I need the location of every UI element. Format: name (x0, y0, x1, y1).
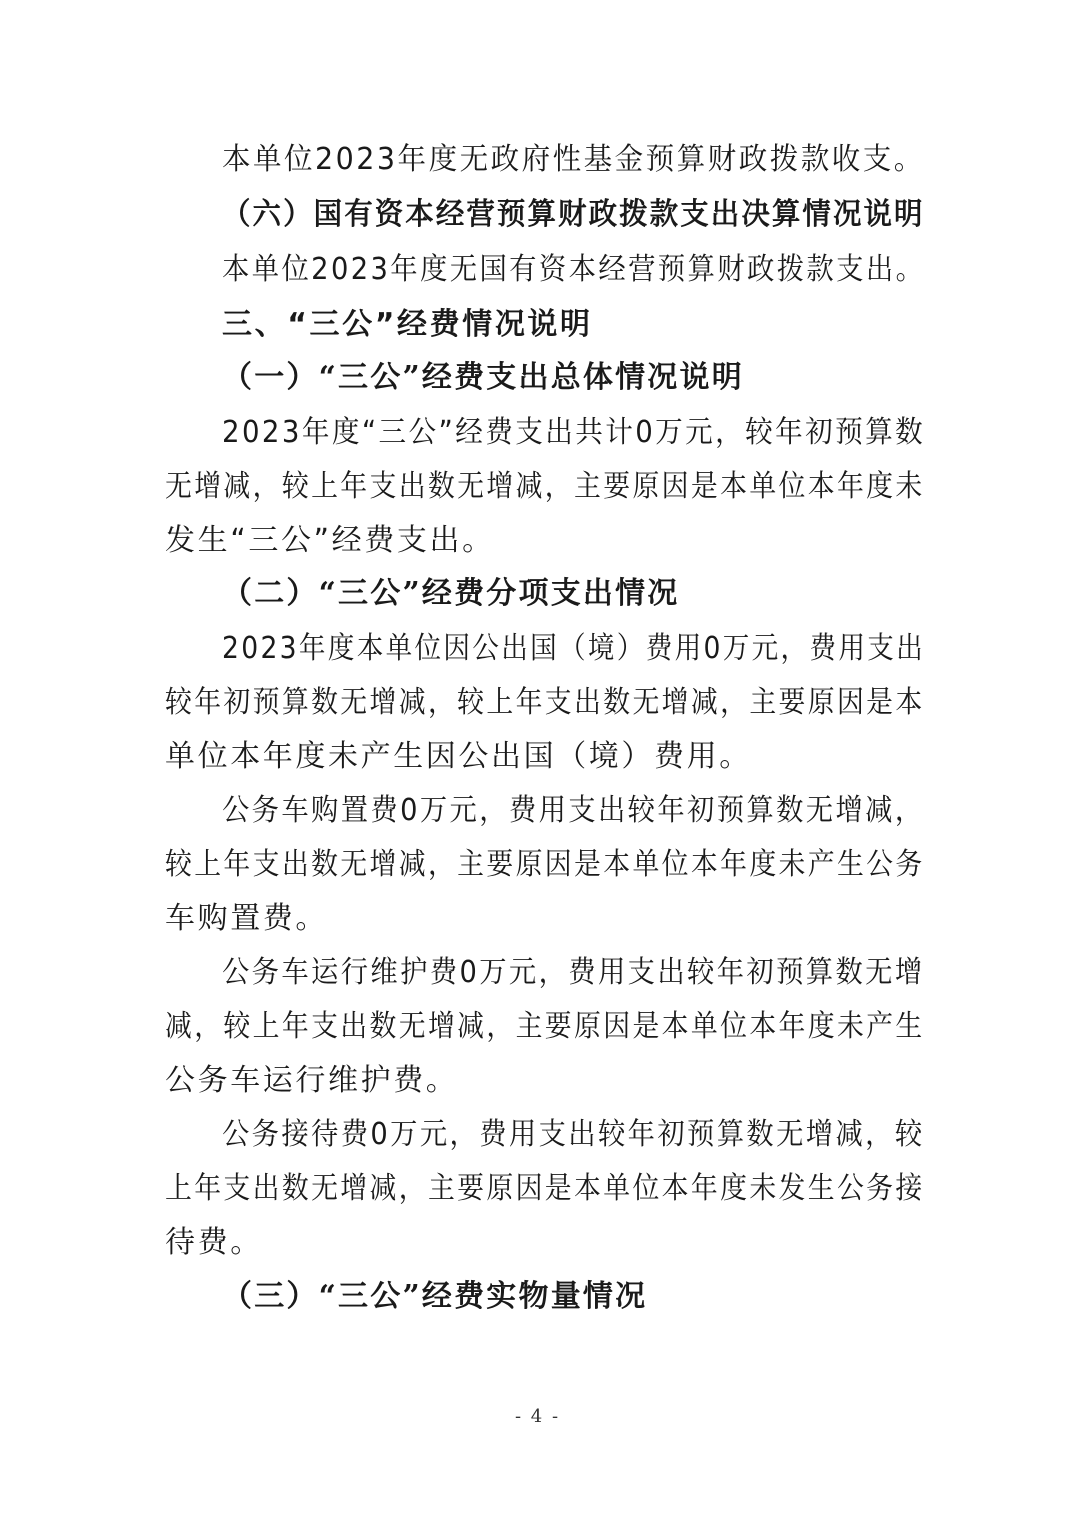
paragraph-line: 较上年支出数无增减，主要原因是本单位本年度未产生公务 (165, 847, 925, 882)
paragraph-line: 公务车购置费0万元，费用支出较年初预算数无增减， (222, 793, 925, 828)
paragraph-line: 2023年度本单位因公出国（境）费用0万元，费用支出 (222, 631, 926, 666)
paragraph-line: 2023年度“三公”经费支出共计0万元，较年初预算数 (222, 415, 926, 450)
subsection-heading: （一）“三公”经费支出总体情况说明 (222, 360, 744, 395)
paragraph-line: 公务接待费0万元，费用支出较年初预算数无增减，较 (222, 1117, 925, 1152)
subsection-heading: （二）“三公”经费分项支出情况 (222, 576, 680, 611)
paragraph-line: 上年支出数无增减，主要原因是本单位本年度未发生公务接 (165, 1171, 925, 1206)
subsection-heading: （三）“三公”经费实物量情况 (222, 1279, 648, 1314)
paragraph-line: 公务车运行维护费。 (165, 1063, 459, 1098)
paragraph-line: 本单位2023年度无国有资本经营预算财政拨款支出。 (222, 252, 926, 287)
subsection-heading: （六）国有资本经营预算财政拨款支出决算情况说明 (222, 197, 925, 232)
paragraph-line: 公务车运行维护费0万元，费用支出较年初预算数无增 (222, 955, 925, 990)
paragraph-line: 减，较上年支出数无增减，主要原因是本单位本年度未产生 (165, 1009, 925, 1044)
paragraph-line: 单位本年度未产生因公出国（境）费用。 (165, 739, 752, 774)
paragraph-line: 无增减，较上年支出数无增减，主要原因是本单位本年度未 (165, 469, 925, 504)
paragraph-line: 待费。 (165, 1225, 263, 1260)
paragraph-line: 较年初预算数无增减，较上年支出数无增减，主要原因是本 (165, 685, 925, 720)
paragraph-line: 车购置费。 (165, 901, 328, 936)
section-heading: 三、“三公”经费情况说明 (222, 307, 593, 342)
paragraph-line: 本单位2023年度无政府性基金预算财政拨款收支。 (222, 142, 925, 177)
paragraph-line: 发生“三公”经费支出。 (165, 523, 495, 558)
page-number: - 4 - (514, 1406, 561, 1427)
